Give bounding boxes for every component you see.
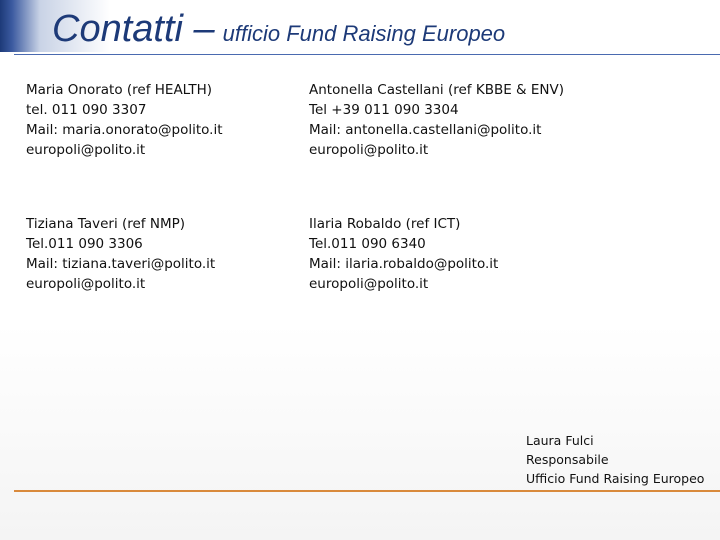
contact-phone: Tel.011 090 3306 <box>26 236 143 252</box>
signature-role: Responsabile <box>526 452 609 467</box>
page-title <box>52 8 505 51</box>
contact-mail[interactable]: Mail: maria.onorato@polito.it <box>26 122 223 138</box>
title-divider <box>14 54 720 55</box>
contact-generic-mail[interactable]: europoli@polito.it <box>26 276 146 292</box>
contact-card-taveri <box>26 214 326 294</box>
signature-name: Laura Fulci <box>526 433 594 448</box>
title-subtitle: ufficio Fund Raising Europeo <box>222 21 506 46</box>
contact-generic-mail[interactable]: europoli@polito.it <box>309 276 429 292</box>
contact-phone: Tel.011 090 6340 <box>309 236 426 252</box>
contact-mail[interactable]: Mail: ilaria.robaldo@polito.it <box>309 256 499 272</box>
contact-card-robaldo <box>309 214 609 294</box>
contact-name: Maria Onorato (ref HEALTH) <box>26 82 213 98</box>
signature-block <box>526 431 704 488</box>
contact-card-castellani <box>309 80 609 160</box>
contact-generic-mail[interactable]: europoli@polito.it <box>309 142 429 158</box>
contact-name: Ilaria Robaldo (ref ICT) <box>309 216 461 232</box>
footer-divider <box>14 490 720 492</box>
contact-card-onorato <box>26 80 326 160</box>
contact-phone: tel. 011 090 3307 <box>26 102 147 118</box>
contact-phone: Tel +39 011 090 3304 <box>309 102 459 118</box>
contact-name: Antonella Castellani (ref KBBE & ENV) <box>309 82 564 98</box>
contact-mail[interactable]: Mail: tiziana.taveri@polito.it <box>26 256 216 272</box>
contact-name: Tiziana Taveri (ref NMP) <box>26 216 186 232</box>
title-main: Contatti – <box>52 8 215 50</box>
contact-generic-mail[interactable]: europoli@polito.it <box>26 142 146 158</box>
signature-office: Ufficio Fund Raising Europeo <box>526 471 705 486</box>
contact-mail[interactable]: Mail: antonella.castellani@polito.it <box>309 122 542 138</box>
